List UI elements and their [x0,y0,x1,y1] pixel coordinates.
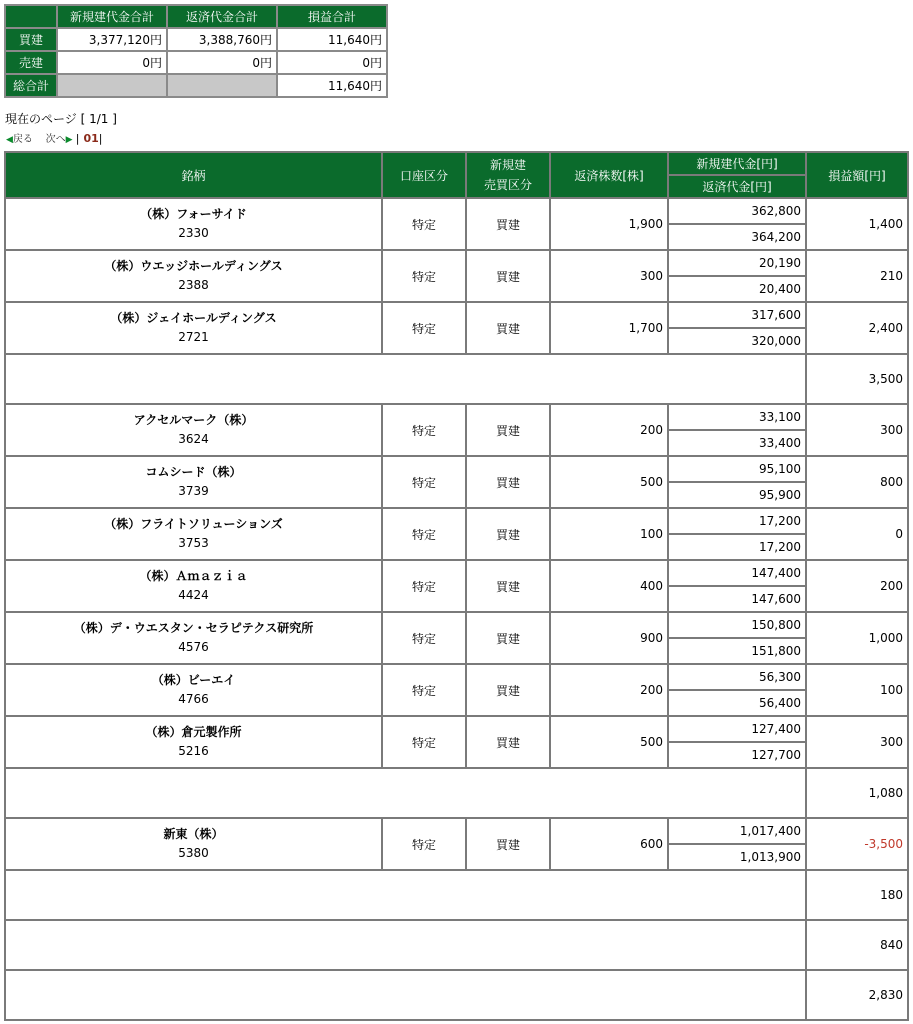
summary-header-pl-total: 損益合計 [277,5,387,28]
account-type: 特定 [382,508,466,560]
new-amount: 56,300 [668,664,806,690]
pl-amount: 1,000 [806,612,908,664]
stock-code: 4576 [178,640,209,654]
pl-amount: 300 [806,716,908,768]
pl-amount: 0 [806,508,908,560]
summary-header-new-total: 新規建代金合計 [57,5,167,28]
stock-cell [5,404,382,456]
summary-row-grand-total [5,74,387,97]
stock-name: （株）デ・ウエスタン・セラピテクス研究所 [73,621,314,635]
blank-cell [5,870,806,920]
repay-amount: 147,600 [668,586,806,612]
summary-row-label: 買建 [5,28,57,51]
current-page-text: 現在のページ [ 1/1 ] [5,112,117,126]
repay-qty: 1,700 [550,302,668,354]
trade-type: 買建 [466,818,550,870]
repay-amount: 33,400 [668,430,806,456]
trade-type: 買建 [466,456,550,508]
new-amount: 20,190 [668,250,806,276]
pl-amount: 1,080 [806,768,908,818]
stock-name: （株）ビーエイ [151,673,236,687]
stock-code: 3624 [178,432,209,446]
subtotal-row [5,354,908,404]
table-row [5,664,908,690]
account-type: 特定 [382,664,466,716]
subtotal-row [5,768,908,818]
summary-repay-total: 0円 [167,51,277,74]
positions-table [4,151,909,1021]
stock-name: 新東（株） [163,827,224,841]
pl-amount: 200 [806,560,908,612]
stock-cell [5,198,382,250]
repay-qty: 200 [550,664,668,716]
account-type: 特定 [382,302,466,354]
account-type: 特定 [382,456,466,508]
pl-amount: 800 [806,456,908,508]
summary-repay-total: 3,388,760円 [167,28,277,51]
table-row [5,818,908,844]
repay-amount: 151,800 [668,638,806,664]
repay-amount: 56,400 [668,690,806,716]
account-type: 特定 [382,560,466,612]
repay-amount: 127,700 [668,742,806,768]
table-row [5,560,908,586]
pl-amount: 180 [806,870,908,920]
stock-cell [5,818,382,870]
stock-cell [5,664,382,716]
stock-code: 4424 [178,588,209,602]
account-type: 特定 [382,198,466,250]
summary-pl-total: 11,640円 [277,28,387,51]
pl-amount: 1,400 [806,198,908,250]
stock-cell [5,456,382,508]
table-row [5,508,908,534]
summary-corner [5,5,57,28]
summary-new-total-empty [57,74,167,97]
account-type: 特定 [382,404,466,456]
new-amount: 17,200 [668,508,806,534]
table-row [5,250,908,276]
summary-new-total: 3,377,120円 [57,28,167,51]
pl-amount: 2,830 [806,970,908,1020]
new-amount: 33,100 [668,404,806,430]
subtotal-row [5,970,908,1020]
trade-type: 買建 [466,612,550,664]
header-new-amount: 新規建代金[円] [668,152,806,175]
table-body [5,198,908,1020]
new-amount: 147,400 [668,560,806,586]
stock-cell [5,250,382,302]
header-qty: 返済株数[株] [550,152,668,198]
stock-cell [5,716,382,768]
pl-amount: 3,500 [806,354,908,404]
blank-cell [5,768,806,818]
page-separator: | [75,132,80,145]
pl-amount: 300 [806,404,908,456]
table-row [5,456,908,482]
header-trade-type-line1: 新規建 [489,158,526,172]
summary-row-buy [5,28,387,51]
repay-amount: 95,900 [668,482,806,508]
summary-repay-total-empty [167,74,277,97]
new-amount: 362,800 [668,198,806,224]
blank-cell [5,970,806,1020]
pl-amount: 210 [806,250,908,302]
repay-qty: 600 [550,818,668,870]
stock-cell [5,302,382,354]
stock-name: アクセルマーク（株） [133,413,254,427]
next-triangle-icon: ▶ [65,135,73,145]
new-amount: 1,017,400 [668,818,806,844]
stock-name: （株）フォーサイド [140,207,247,221]
pl-amount: 2,400 [806,302,908,354]
repay-amount: 20,400 [668,276,806,302]
stock-name: （株）ウエッジホールディングス [104,259,283,273]
repay-qty: 1,900 [550,198,668,250]
table-row [5,612,908,638]
page-separator: | [98,132,103,145]
repay-qty: 100 [550,508,668,560]
repay-amount: 17,200 [668,534,806,560]
new-amount: 127,400 [668,716,806,742]
stock-name: （株）ジェイホールディングス [110,311,277,325]
blank-cell [5,920,806,970]
stock-code: 5380 [178,846,209,860]
stock-name: （株）倉元製作所 [145,725,242,739]
header-trade-type-line2: 売買区分 [483,178,532,192]
summary-row-label: 総合計 [5,74,57,97]
account-type: 特定 [382,250,466,302]
prev-triangle-icon: ◀ [6,135,13,145]
stock-code: 5216 [178,744,209,758]
repay-amount: 320,000 [668,328,806,354]
summary-row-sell [5,51,387,74]
repay-qty: 200 [550,404,668,456]
repay-qty: 900 [550,612,668,664]
summary-pl-total: 0円 [277,51,387,74]
trade-type: 買建 [466,404,550,456]
repay-qty: 500 [550,456,668,508]
back-link[interactable]: 戻る [12,134,33,145]
header-pl: 損益額[円] [806,152,908,198]
header-repay-amount: 返済代金[円] [668,175,806,198]
new-amount: 95,100 [668,456,806,482]
new-amount: 150,800 [668,612,806,638]
stock-name: （株）フライトソリューションズ [104,517,283,531]
summary-table [4,4,388,98]
account-type: 特定 [382,818,466,870]
summary-new-total: 0円 [57,51,167,74]
subtotal-row [5,870,908,920]
blank-cell [5,354,806,404]
table-row [5,302,908,328]
header-trade-type [466,152,550,198]
stock-name: コムシード（株） [145,465,242,479]
stock-cell [5,508,382,560]
stock-code: 3753 [178,536,209,550]
stock-code: 2721 [178,330,209,344]
table-row [5,198,908,224]
trade-type: 買建 [466,560,550,612]
header-stock: 銘柄 [5,152,382,198]
next-link[interactable]: 次へ [45,134,66,145]
pagination-nav [6,130,103,145]
stock-code: 2330 [178,226,209,240]
table-row [5,716,908,742]
pl-amount: 840 [806,920,908,970]
table-row [5,404,908,430]
trade-type: 買建 [466,508,550,560]
repay-qty: 300 [550,250,668,302]
summary-header-repay-total: 返済代金合計 [167,5,277,28]
table-header-row [5,152,908,175]
pl-amount: -3,500 [806,818,908,870]
trade-type: 買建 [466,716,550,768]
repay-qty: 400 [550,560,668,612]
subtotal-row [5,920,908,970]
trade-type: 買建 [466,302,550,354]
stock-code: 4766 [178,692,209,706]
repay-amount: 364,200 [668,224,806,250]
new-amount: 317,600 [668,302,806,328]
account-type: 特定 [382,612,466,664]
pl-amount: 100 [806,664,908,716]
trade-type: 買建 [466,664,550,716]
repay-qty: 500 [550,716,668,768]
stock-cell [5,560,382,612]
summary-pl-total: 11,640円 [277,74,387,97]
page-link[interactable]: 01 [83,132,99,145]
stock-cell [5,612,382,664]
summary-row-label: 売建 [5,51,57,74]
stock-code: 3739 [178,484,209,498]
stock-code: 2388 [178,278,209,292]
header-account: 口座区分 [382,152,466,198]
account-type: 特定 [382,716,466,768]
stock-name: （株）Ａｍａｚｉａ [139,569,248,583]
summary-header-row [5,5,387,28]
repay-amount: 1,013,900 [668,844,806,870]
trade-type: 買建 [466,250,550,302]
trade-type: 買建 [466,198,550,250]
